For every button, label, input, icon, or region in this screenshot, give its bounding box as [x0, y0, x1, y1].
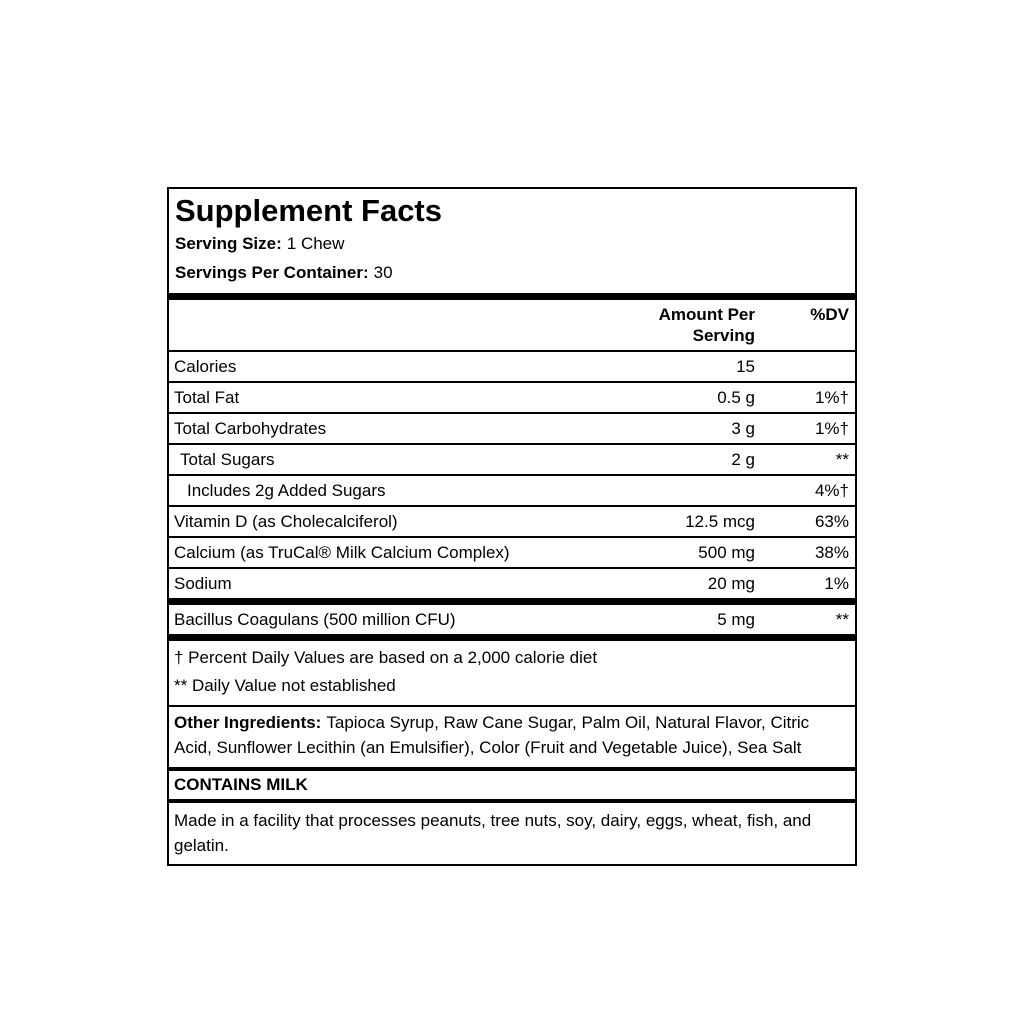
footnote-dv-not-established: ** Daily Value not established [174, 676, 396, 695]
nutrient-amount: 0.5 g [717, 388, 755, 407]
nutrient-dv: 1% [824, 574, 849, 593]
footnote-daily-values: † Percent Daily Values are based on a 2,000 calorie diet [174, 648, 598, 667]
nutrient-dv: 4%† [814, 481, 849, 500]
nutrient-name: Calories [174, 357, 237, 376]
servings-per-container-label: Servings Per Container: [175, 263, 369, 282]
nutrient-row-bacillus-coagulans [169, 605, 855, 634]
footnotes-section [169, 641, 855, 705]
nutrient-row-sodium [169, 567, 855, 598]
nutrient-amount: 5 mg [717, 610, 755, 629]
nutrient-row-calories [169, 350, 855, 381]
nutrient-row-added-sugars [169, 474, 855, 505]
supplement-facts-panel [167, 187, 857, 866]
nutrient-name: Calcium (as TruCal® Milk Calcium Complex) [174, 543, 510, 562]
servings-per-container-line [175, 258, 849, 287]
other-ingredients-section [169, 707, 855, 767]
nutrient-row-calcium [169, 536, 855, 567]
thick-divider [169, 293, 855, 300]
nutrient-dv: 63% [814, 512, 849, 531]
facility-statement: Made in a facility that processes peanuts, tree nuts, soy, dairy, eggs, wheat, fish, and gelatin. [174, 811, 812, 855]
nutrient-row-total-carbohydrates [169, 412, 855, 443]
nutrient-dv: 1%† [814, 419, 849, 438]
table-header-row [169, 300, 855, 350]
servings-per-container-value: 30 [373, 263, 393, 282]
nutrient-name: Total Carbohydrates [174, 419, 327, 438]
nutrient-name: Bacillus Coagulans (500 million CFU) [174, 610, 456, 629]
nutrient-dv: ** [835, 450, 849, 469]
column-header-amount: Amount Per Serving [658, 305, 755, 345]
nutrient-amount: 20 mg [707, 574, 755, 593]
allergen-statement: CONTAINS MILK [174, 775, 308, 794]
thick-divider [169, 634, 855, 641]
thick-divider [169, 598, 855, 605]
nutrient-row-vitamin-d [169, 505, 855, 536]
nutrient-dv: 1%† [814, 388, 849, 407]
nutrient-row-total-fat [169, 381, 855, 412]
other-ingredients-label: Other Ingredients: [174, 713, 322, 732]
serving-size-line [175, 229, 849, 258]
serving-size-label: Serving Size: [175, 234, 282, 253]
serving-size-value: 1 Chew [286, 234, 345, 253]
panel-title: Supplement Facts [175, 193, 442, 228]
nutrient-amount: 3 g [731, 419, 755, 438]
other-ingredients-list: Tapioca Syrup, Raw Cane Sugar, Palm Oil, Natural Flavor, Citric Acid, Sunflower Lecithin (an Emulsifier), Color (Fruit and Vegetable Juice), Sea Salt [174, 713, 810, 757]
nutrient-name: Vitamin D (as Cholecalciferol) [174, 512, 398, 531]
nutrient-amount: 2 g [731, 450, 755, 469]
panel-header [169, 189, 855, 293]
column-header-dv: %DV [810, 305, 849, 324]
nutrient-name: Total Fat [174, 388, 240, 407]
nutrient-amount: 12.5 mcg [685, 512, 755, 531]
nutrient-amount: 500 mg [698, 543, 755, 562]
nutrient-row-total-sugars [169, 443, 855, 474]
nutrient-name: Includes 2g Added Sugars [187, 481, 386, 500]
nutrient-dv: ** [835, 610, 849, 629]
nutrient-amount: 15 [736, 357, 755, 376]
nutrient-name: Sodium [174, 574, 232, 593]
nutrient-name: Total Sugars [180, 450, 275, 469]
nutrient-dv: 38% [814, 543, 849, 562]
